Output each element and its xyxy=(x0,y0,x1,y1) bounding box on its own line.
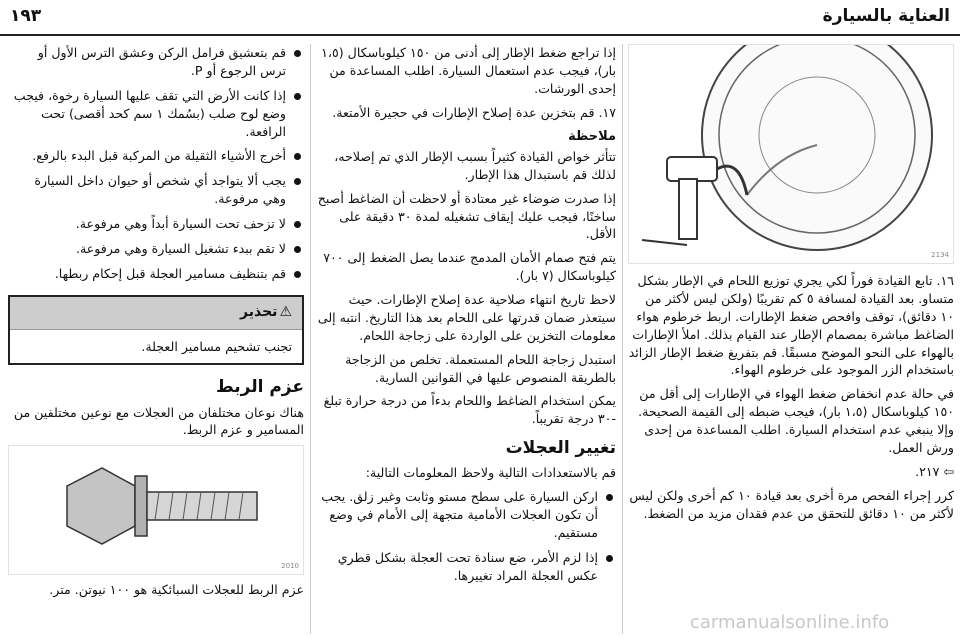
bullet-list xyxy=(8,44,304,283)
figure-code: 2010 xyxy=(281,562,299,571)
column-left xyxy=(8,44,304,605)
list-item: يجب ألا يتواجد أي شخص أو حيوان داخل السيارة وهي مرفوعة. xyxy=(8,172,304,208)
tire-repair-illustration xyxy=(628,44,954,264)
paragraph: هناك نوعان مختلفان من العجلات مع نوعين مختلفين من المسامير و عزم الربط. xyxy=(13,404,304,438)
list-item: اركن السيارة على سطح مستو وثابت وغير زلق. يجب أن تكون العجلات الأمامية متجهة إلى الأمام في وضع مستقيم. xyxy=(316,488,616,542)
note-heading: ملاحظة xyxy=(568,128,616,144)
compressor-hose-icon xyxy=(628,45,953,264)
section-heading: عزم الربط xyxy=(216,377,304,398)
list-item: قم بتعشيق فرامل الركن وعشق الترس الأول أو ترس الرجوع أو P. xyxy=(8,44,304,80)
paragraph: ١٧. قم بتخزين عدة إصلاح الإطارات في حجيرة الأمتعة. xyxy=(332,104,616,120)
column-middle xyxy=(316,44,616,592)
figure-caption: عزم الربط للعجلات السبائكية هو ١٠٠ نيوتن. متر. xyxy=(49,582,304,598)
column-divider xyxy=(622,44,623,634)
paragraph: قم بالاستعدادات التالية ولاحظ المعلومات التالية: xyxy=(365,465,616,481)
wheel-bolt-icon xyxy=(8,446,303,575)
note-text: تتأثر خواص القيادة كثيراً بسبب الإطار الذي تم إصلاحه، لذلك قم باستبدال هذا الإطار. xyxy=(334,148,616,182)
warning-title: تحذير xyxy=(240,303,278,320)
warning-box xyxy=(8,295,304,366)
note-text: إذا صدرت ضوضاء غير معتادة أو لاحظت أن الضاغط أصبح ساخنًا، فيجب عليك إيقاف تشغيله لمدة ٣٠ دقيقة على الأقل. xyxy=(317,190,616,242)
warning-icon: ⚠ xyxy=(279,303,292,320)
column-right xyxy=(628,44,954,528)
paragraph: في حالة عدم انخفاض ضغط الهواء في الإطارات إلى أقل من ١٥٠ كيلوباسكال (١،٥ بار)، فيجب ضبطه إلى القيمة الصحيحة. وإلا ينبغي عدم استخدام السيارة. اطلب المساعدة من إحدى ورش العمل. xyxy=(638,386,954,455)
paragraph: ١٦. تابع القيادة فوراً لكي يجري توزيع اللحام في الإطار بشكل متساو. بعد القيادة لمسافة ٥ كم تقريبًا (ولكن ليس لأكثر من ١٠ دقائق)، توقف وافحص ضغط الإطارات. اربط خرطوم هواء الضاغط مباشرة بمصمام الإطار عند القيام بذلك. املأ الإطارات بالهواء على النحو الموضح مسبقًا. قم بتفريغ ضغط الإطار الزائد باستخدام الزر الموجود على خرطوم الهواء. xyxy=(628,273,954,378)
paragraph: إذا تراجع ضغط الإطار إلى أدنى من ١٥٠ كيلوباسكال (١،٥ بار)، فيجب عدم استعمال السيارة. اطلب المساعدة من إحدى الورشات. xyxy=(321,45,616,96)
cross-reference[interactable]: ⇦ ٢١٧. xyxy=(915,463,954,479)
list-item: إذا كانت الأرض التي تقف عليها السيارة رخوة، فيجب وضع لوح صلب (بسُمك ١ سم كحد أقصى) تحت الرافعة. xyxy=(8,87,304,141)
note-text: لاحظ تاريخ انتهاء صلاحية عدة إصلاح الإطارات. حيث سيتعذر ضمان قدرتها على اللحام بعد هذا التاريخ. انتبه إلى معلومات التخزين على الواردة على زجاجة اللحام. xyxy=(317,292,616,343)
list-item: لا تقم ببدء تشغيل السيارة وهي مرفوعة. xyxy=(8,240,304,258)
paragraph: كرر إجراء الفحص مرة أخرى بعد قيادة ١٠ كم أخرى ولكن ليس لأكثر من ١٠ دقائق للتحقق من عدم فقدان مزيد من الضغط. xyxy=(629,487,954,521)
watermark: carmanualsonline.info xyxy=(690,612,890,633)
list-item: أخرج الأشياء الثقيلة من المركبة قبل البدء بالرفع. xyxy=(8,147,304,165)
warning-body: تجنب تشحيم مسامير العجلة. xyxy=(141,338,292,354)
wheel-bolt-illustration xyxy=(8,445,304,575)
page-header xyxy=(0,0,960,36)
column-divider xyxy=(310,44,311,634)
list-item: لا تزحف تحت السيارة أبداً وهي مرفوعة. xyxy=(8,215,304,233)
list-item: إذا لزم الأمر، ضع سنادة تحت العجلة بشكل قطري عكس العجلة المراد تغييرها. xyxy=(316,549,616,585)
figure-code: 2134 xyxy=(931,251,949,260)
list-item: قم بتنظيف مسامير العجلة قبل إحكام ربطها. xyxy=(8,265,304,283)
note-text: استبدل زجاجة اللحام المستعملة. تخلص من الزجاجة بالطريقة المنصوص عليها في القوانين السارية. xyxy=(345,351,616,385)
warning-header xyxy=(10,297,302,330)
page-title: العناية بالسيارة xyxy=(822,6,950,26)
bullet-list xyxy=(316,488,616,584)
note-text: يمكن استخدام الضاغط واللحام بدءاً من درجة حرارة تبلغ -٣٠ درجة تقريباً. xyxy=(323,393,616,427)
page-number: ١٩٣ xyxy=(10,6,42,26)
section-heading: تغيير العجلات xyxy=(505,438,616,459)
note-text: يتم فتح صمام الأمان المدمج عندما يصل الضغط إلى ٧٠٠ كيلوباسكال (٧ بار). xyxy=(323,250,616,284)
